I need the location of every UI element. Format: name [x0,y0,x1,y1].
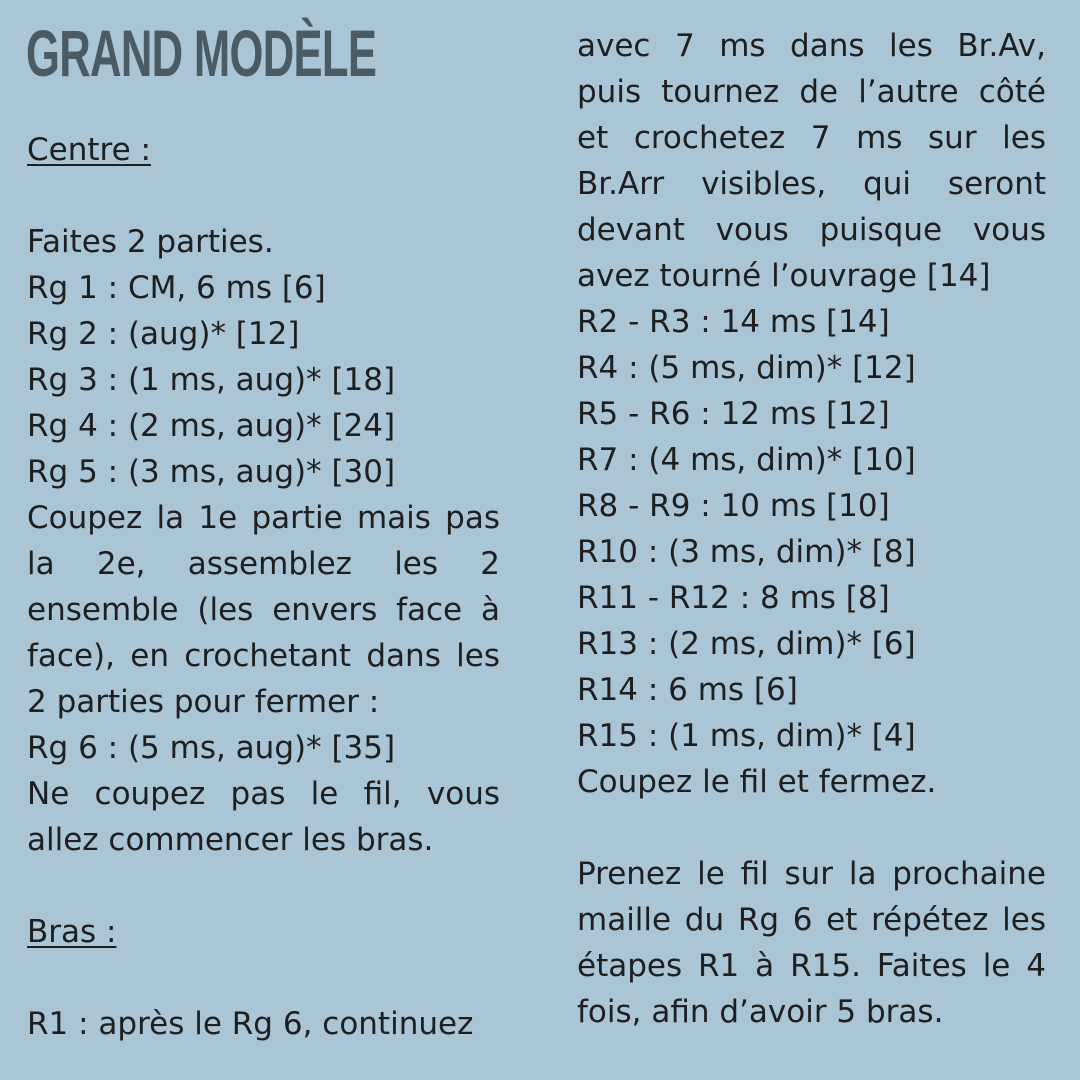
instruction-line: Br.Arr visibles, qui seront [577,166,1046,202]
instruction-line: R13 : (2 ms, dim)* [6] [577,626,916,662]
instruction-line: R10 : (3 ms, dim)* [8] [577,534,916,570]
instruction-line: Coupez la 1e partie mais pas [27,500,500,536]
left-column [27,127,500,1047]
instruction-line: et crochetez 7 ms sur les [577,120,1046,156]
instruction-line: maille du Rg 6 et répétez les [577,902,1046,938]
instruction-line: R11 - R12 : 8 ms [8] [577,580,890,616]
spacer [27,863,500,909]
instruction-line: Rg 5 : (3 ms, aug)* [30] [27,454,396,490]
instruction-line: R14 : 6 ms [6] [577,672,798,708]
instruction-line: Rg 4 : (2 ms, aug)* [24] [27,408,396,444]
instruction-line: R1 : après le Rg 6, continuez [27,1006,474,1042]
instruction-line: face), en crochetant dans les [27,638,500,674]
instruction-line: Ne coupez pas le fil, vous [27,776,500,812]
bras-heading: Bras : [27,914,117,950]
centre-heading: Centre : [27,132,151,168]
instruction-line: puis tournez de l’autre côté [577,74,1046,110]
instruction-line: 2 parties pour fermer : [27,684,380,720]
instruction-line: R2 - R3 : 14 ms [14] [577,304,890,340]
instruction-line: ensemble (les envers face à [27,592,500,628]
instruction-line: R5 - R6 : 12 ms [12] [577,396,890,432]
spacer [27,173,500,219]
instruction-line: devant vous puisque vous [577,212,1046,248]
instruction-line: R7 : (4 ms, dim)* [10] [577,442,916,478]
instruction-line: Rg 1 : CM, 6 ms [6] [27,270,326,306]
spacer [577,805,1046,851]
instruction-line: la 2e, assemblez les 2 [27,546,500,582]
instruction-line: avez tourné l’ouvrage [14] [577,258,991,294]
instruction-line: R4 : (5 ms, dim)* [12] [577,350,916,386]
right-column [577,23,1046,1035]
instruction-line: Coupez le fil et fermez. [577,764,937,800]
page-title: GRAND MODÈLE [26,16,377,90]
instruction-line: R8 - R9 : 10 ms [10] [577,488,890,524]
instruction-line: Rg 6 : (5 ms, aug)* [35] [27,730,396,766]
instruction-line: fois, afin d’avoir 5 bras. [577,994,944,1030]
instruction-line: Faites 2 parties. [27,224,274,260]
instruction-line: Rg 3 : (1 ms, aug)* [18] [27,362,396,398]
instruction-line: avec 7 ms dans les Br.Av, [577,28,1046,64]
spacer [27,955,500,1001]
instruction-line: étapes R1 à R15. Faites le 4 [577,948,1046,984]
instruction-line: Rg 2 : (aug)* [12] [27,316,300,352]
instruction-line: R15 : (1 ms, dim)* [4] [577,718,916,754]
instruction-line: allez commencer les bras. [27,822,434,858]
instruction-line: Prenez le fil sur la prochaine [577,856,1046,892]
